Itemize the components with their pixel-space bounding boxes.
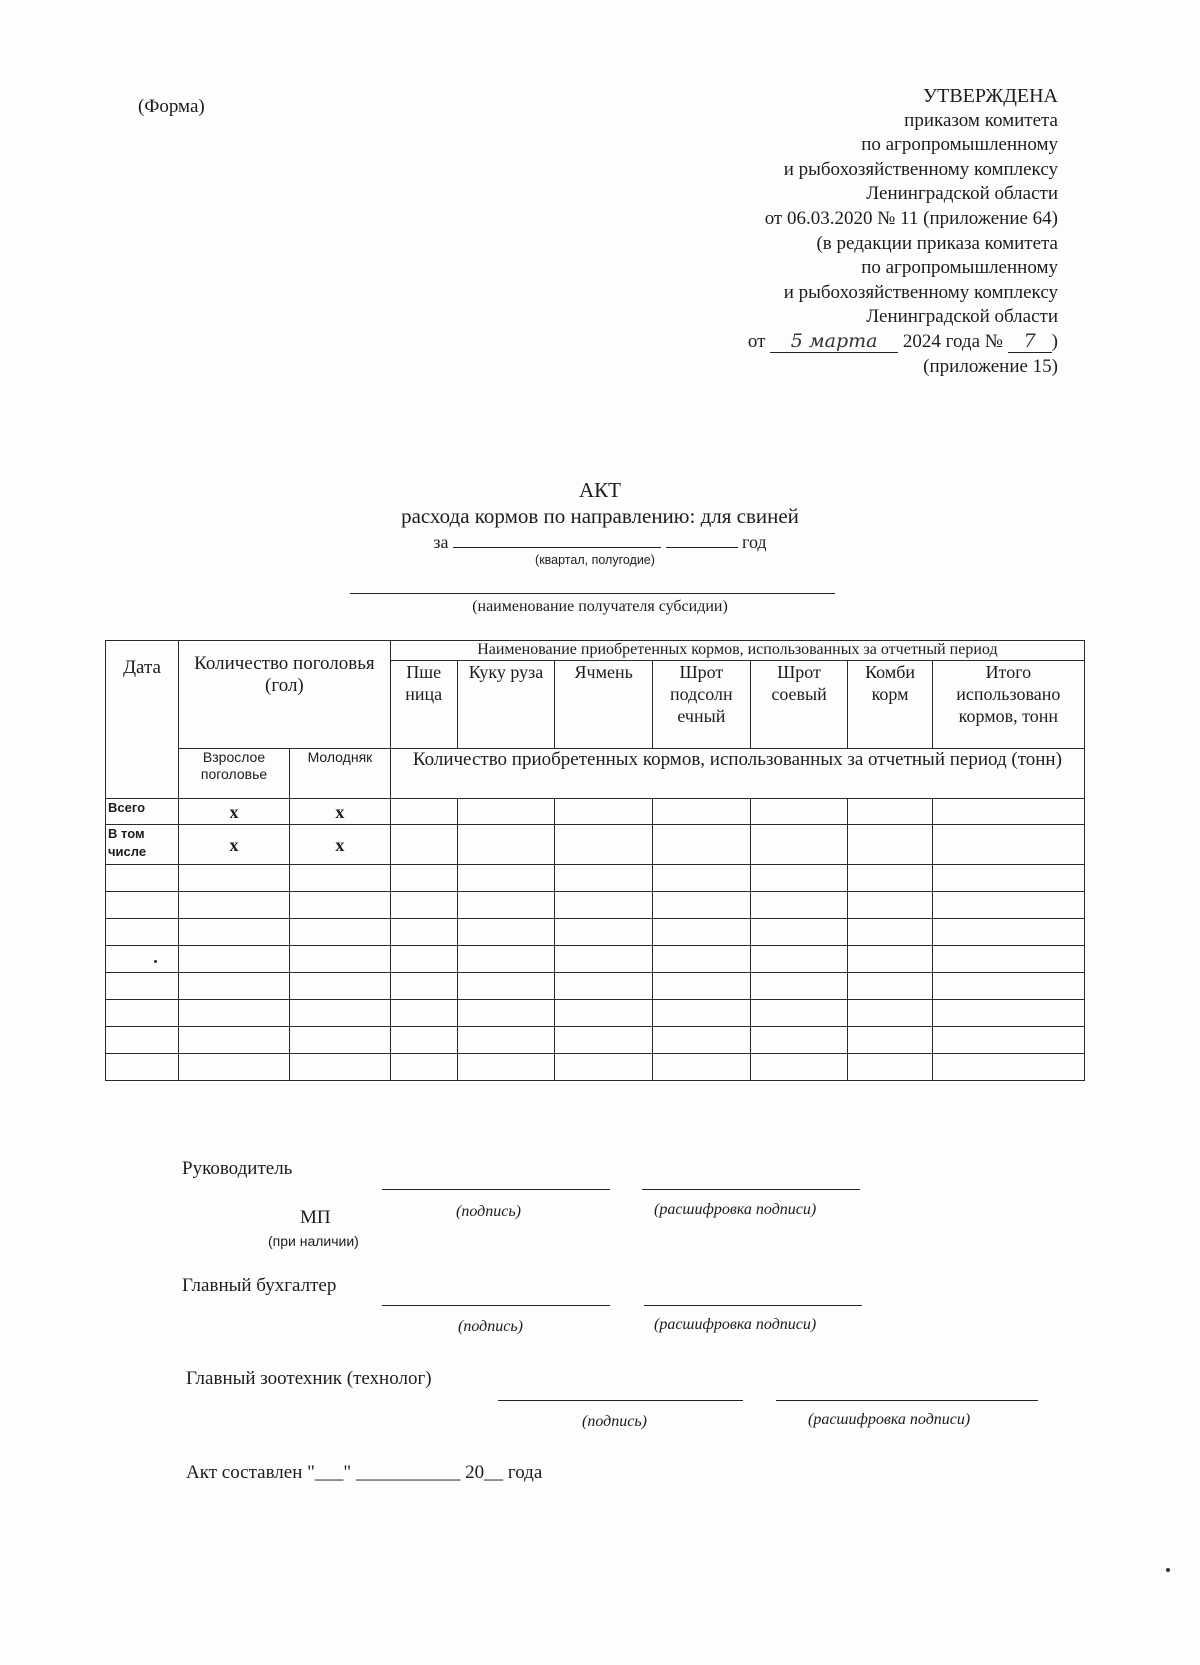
x-mark: х	[290, 825, 391, 865]
accountant-sign-line	[382, 1305, 610, 1306]
period-prefix: за	[433, 532, 449, 552]
table-cell	[457, 799, 555, 825]
head-decode-line	[642, 1189, 860, 1190]
table-row	[106, 1054, 1085, 1081]
table-row	[106, 973, 1085, 1000]
table-cell	[848, 799, 932, 825]
approval-stamp	[538, 84, 1058, 379]
table-row	[106, 1000, 1085, 1027]
table-cell	[750, 825, 848, 865]
amendment-mid: 2024 года №	[902, 330, 1003, 352]
accountant-sign-caption: (подпись)	[458, 1318, 523, 1335]
table-cell	[932, 799, 1084, 825]
table-row	[106, 825, 1085, 865]
approval-line: Ленинградской области	[866, 183, 1058, 205]
row-label-incl: В том числе	[106, 825, 179, 865]
act-title: АКТ	[579, 478, 621, 502]
accountant-decode-caption: (расшифровка подписи)	[654, 1316, 817, 1333]
stamp-note: (при наличии)	[268, 1233, 359, 1249]
appendix-line: (приложение 15)	[923, 355, 1058, 377]
head-sign-caption: (подпись)	[456, 1203, 521, 1220]
header-quantity: Количество приобретенных кормов, использованных за отчетный период (тонн)	[390, 749, 1084, 799]
zootech-sign-line	[498, 1400, 743, 1401]
x-mark: х	[179, 799, 290, 825]
approval-line: УТВЕРЖДЕНА	[922, 85, 1058, 107]
approval-line: по агропромышленному	[861, 134, 1058, 156]
header-livestock: Количество поголовья (гол)	[179, 641, 391, 749]
table-cell	[555, 799, 653, 825]
handwritten-date: 5 марта	[790, 329, 878, 352]
feed-col-total: Итого использовано кормов, тонн	[932, 661, 1084, 749]
form-label: (Форма)	[138, 96, 205, 117]
approval-line: и рыбохозяйственному комплексу	[783, 158, 1058, 180]
accountant-label: Главный бухгалтер	[182, 1275, 337, 1296]
x-mark: х	[179, 825, 290, 865]
table-row	[106, 919, 1085, 946]
table-cell	[848, 825, 932, 865]
row-label-total: Всего	[106, 799, 179, 825]
approval-line: приказом комитета	[904, 109, 1058, 131]
table-cell	[390, 825, 457, 865]
table-cell	[750, 799, 848, 825]
scan-speck	[154, 960, 157, 963]
approval-line: и рыбохозяйственному комплексу	[783, 281, 1058, 303]
feed-col-barley: Ячмень	[555, 661, 653, 749]
act-period-line	[0, 531, 1200, 567]
period-caption: (квартал, полугодие)	[535, 553, 655, 567]
zootech-decode-line	[776, 1400, 1038, 1401]
act-drawn-line: Акт составлен "___" ___________ 20__ года	[186, 1462, 543, 1483]
head-label: Руководитель	[182, 1158, 293, 1179]
header-feed-names: Наименование приобретенных кормов, использованных за отчетный период	[390, 641, 1084, 661]
approval-line: (в редакции приказа комитета	[816, 232, 1058, 254]
accountant-decode-line	[644, 1305, 862, 1306]
table-row	[106, 946, 1085, 973]
period-blank	[453, 531, 661, 548]
amendment-date-field	[770, 331, 898, 353]
table-cell	[653, 825, 751, 865]
head-sign-line	[382, 1189, 610, 1190]
feed-col-wheat: Пше ница	[390, 661, 457, 749]
stamp-label: МП	[300, 1207, 331, 1228]
amendment-line	[538, 330, 1058, 355]
zootech-decode-caption: (расшифровка подписи)	[808, 1411, 971, 1428]
feed-col-corn: Куку руза	[457, 661, 555, 749]
recipient-caption: (наименование получателя субсидии)	[472, 598, 728, 615]
table-cell	[653, 799, 751, 825]
approval-line: по агропромышленному	[861, 257, 1058, 279]
head-decode-caption: (расшифровка подписи)	[654, 1201, 817, 1218]
approval-line: от 06.03.2020 № 11 (приложение 64)	[764, 207, 1058, 229]
amendment-prefix: от	[747, 330, 766, 352]
table-row	[106, 865, 1085, 892]
table-row	[106, 1027, 1085, 1054]
table-row	[106, 799, 1085, 825]
header-young: Молодняк	[290, 749, 391, 799]
table-cell	[457, 825, 555, 865]
header-date: Дата	[106, 641, 179, 799]
header-adult: Взрослое поголовье	[179, 749, 290, 799]
handwritten-number: 7	[1023, 329, 1036, 352]
feed-col-sunflower-meal: Шрот подсолн ечный	[653, 661, 751, 749]
feed-col-compound-feed: Комби корм	[848, 661, 932, 749]
approval-line: Ленинградской области	[866, 306, 1058, 328]
zootech-label: Главный зоотехник (технолог)	[186, 1368, 432, 1389]
table-row	[106, 892, 1085, 919]
amendment-number-field	[1008, 331, 1052, 353]
feed-table	[105, 640, 1085, 1081]
x-mark: х	[290, 799, 391, 825]
scan-speck	[1166, 1568, 1170, 1572]
table-cell	[390, 799, 457, 825]
period-suffix: год	[742, 532, 767, 552]
feed-col-soy-meal: Шрот соевый	[750, 661, 848, 749]
amendment-suffix: )	[1051, 330, 1058, 352]
zootech-sign-caption: (подпись)	[582, 1413, 647, 1430]
table-cell	[932, 825, 1084, 865]
act-subtitle: расхода кормов по направлению: для свиней	[401, 504, 799, 528]
recipient-line	[350, 593, 835, 594]
period-blank-2	[666, 531, 738, 548]
table-cell	[555, 825, 653, 865]
